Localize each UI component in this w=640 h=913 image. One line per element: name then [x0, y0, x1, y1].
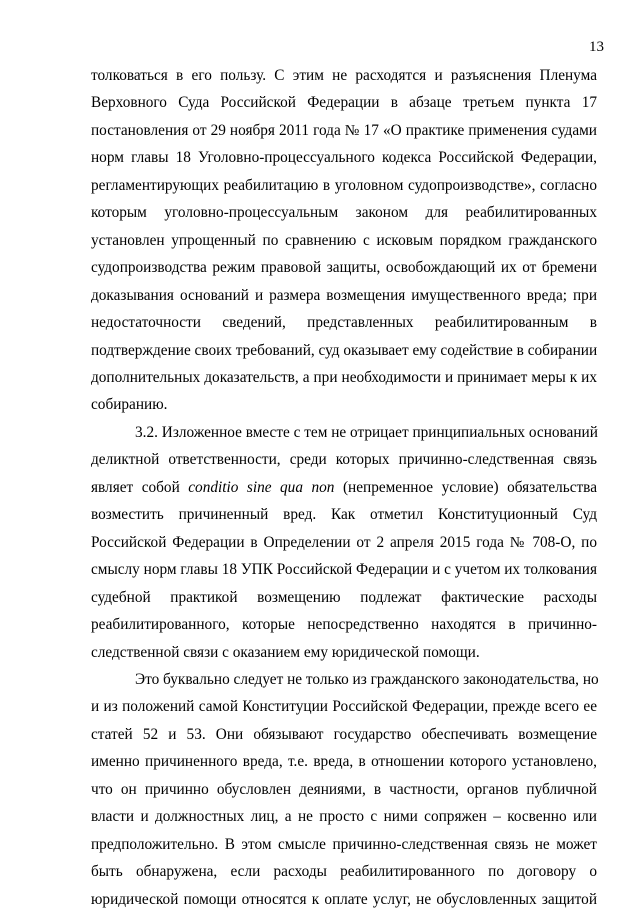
text-line: недостаточности сведений, представленных реабилитированным в	[91, 314, 597, 332]
text-line: которым уголовно-процессуальным законом для реабилитированных	[91, 204, 597, 222]
paragraph-3	[91, 666, 597, 913]
document-body	[91, 62, 597, 913]
text-line: регламентирующих реабилитацию в уголовном судопроизводстве», согласно	[91, 176, 597, 194]
text-line: дополнительных доказательств, а при необходимости и принимает меры к их	[91, 368, 597, 386]
text-line: предположительно. В этом смысле причинно-следственная связь не может	[91, 835, 597, 853]
text-line: собиранию.	[91, 396, 168, 414]
text-line: именно причиненного вреда, т.е. вреда, в отношении которого установлено,	[91, 753, 597, 771]
text-line: судебной практикой возмещению подлежат фактические расходы	[91, 588, 597, 606]
text-line: доказывания оснований и размера возмещения имущественного вреда; при	[91, 286, 597, 304]
text-line: смыслу норм главы 18 УПК Российской Федерации и с учетом их толкования	[91, 561, 597, 579]
text-line: быть обнаружена, если расходы реабилитированного по договору о	[91, 863, 597, 881]
text-line-mixed	[91, 474, 597, 501]
page-number: 13	[589, 39, 604, 55]
latin-phrase: conditio sine qua non	[188, 478, 335, 496]
text-line: и из положений самой Конституции Российской Федерации, прежде всего ее	[91, 698, 597, 716]
text-line: 3.2. Изложенное вместе с тем не отрицает принципиальных оснований	[135, 423, 598, 441]
text-line: постановления от 29 ноября 2011 года № 17 «О практике применения судами	[91, 121, 597, 139]
text-line: Верховного Суда Российской Федерации в абзаце третьем пункта 17	[91, 94, 597, 112]
text-line: подтверждение своих требований, суд оказывает ему содействие в собирании	[91, 341, 598, 359]
text-line: следственной связи с оказанием ему юридической помощи.	[91, 643, 480, 661]
text-line: реабилитированного, которые непосредственно находятся в причинно-	[91, 616, 597, 634]
text-line: норм главы 18 Уголовно-процессуального кодекса Российской Федерации,	[91, 149, 597, 167]
text-line: установлен упрощенный по сравнению с исковым порядком гражданского	[91, 231, 597, 249]
paragraph-1	[91, 62, 597, 419]
text-line: возместить причиненный вред. Как отметил Конституционный Суд	[91, 506, 597, 524]
text-line: деликтной ответственности, среди которых причинно-следственная связь	[91, 451, 597, 469]
text-fragment: (непременное условие) обязательства	[342, 478, 597, 496]
text-line: Российской Федерации в Определении от 2 апреля 2015 года № 708-О, по	[91, 533, 597, 551]
paragraph-2	[91, 419, 597, 666]
text-line: статей 52 и 53. Они обязывают государство обеспечивать возмещение	[91, 725, 597, 743]
text-line: Это буквально следует не только из гражданского законодательства, но	[135, 670, 599, 688]
text-line: власти и должностных лиц, а не просто с ними сопряжен – косвенно или	[91, 808, 597, 826]
text-line: что он причинно обусловлен деяниями, в частности, органов публичной	[91, 780, 597, 798]
text-line: юридической помощи относятся к оплате услуг, не обусловленных защитой	[91, 890, 597, 908]
text-line: толковаться в его пользу. С этим не расходятся и разъяснения Пленума	[91, 67, 597, 84]
text-fragment: являет собой	[91, 478, 180, 496]
text-line: судопроизводства режим правовой защиты, освобождающий их от бремени	[91, 259, 597, 277]
